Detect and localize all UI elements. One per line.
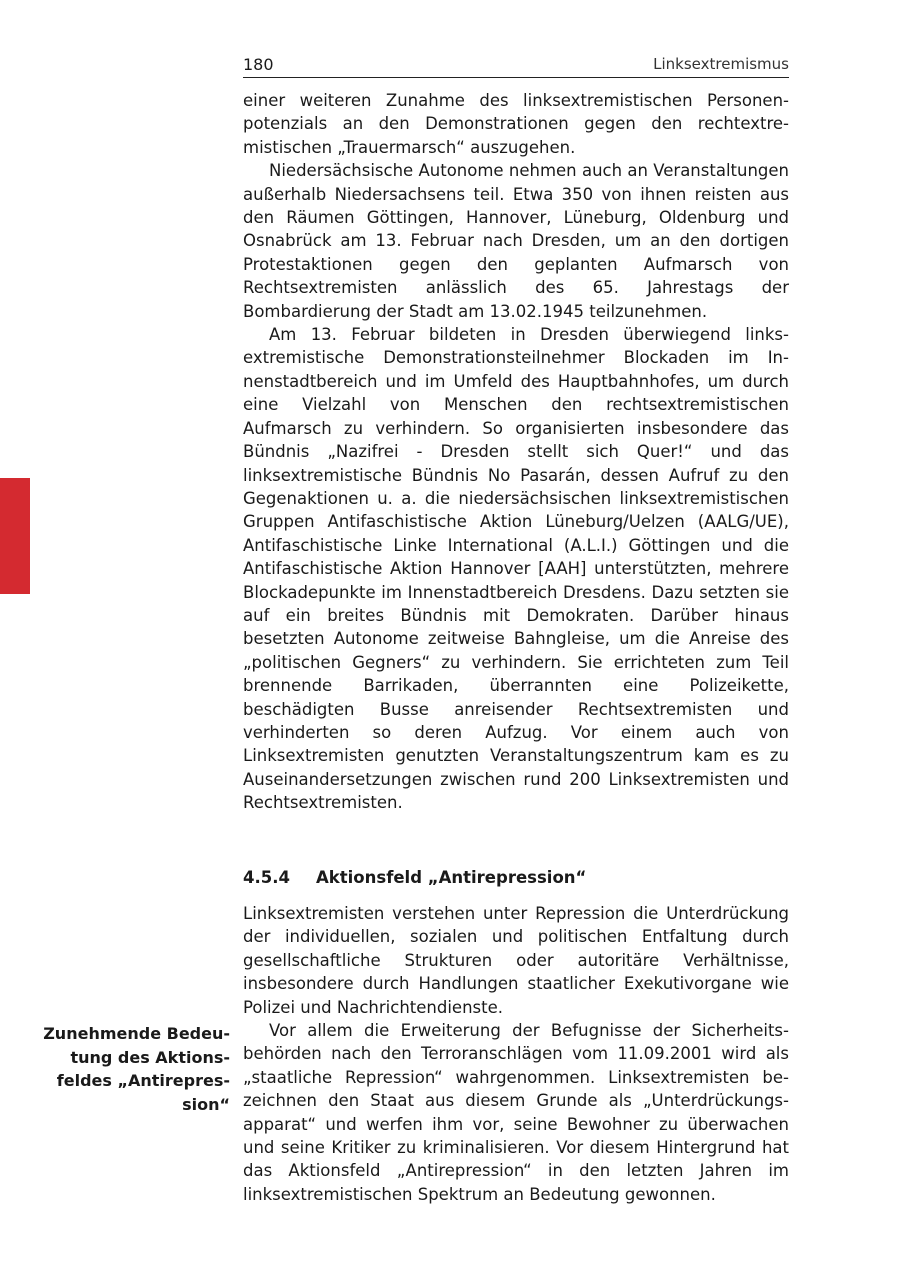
section-color-tab [0,478,30,594]
section-heading [243,866,789,890]
body-text-top [243,89,789,815]
section-number: 4.5.4 [243,868,290,887]
body-text-bottom [243,902,789,1206]
section-title: Aktionsfeld „Antirepression“ [316,868,587,887]
paragraph: Am 13. Februar bildeten in Dresden überwiegend linksextremistische Demonstrationsteilnehmer Blockaden im Innenstadtbereich und im Umfeld des Hauptbahnhofes, um durch eine Vielzahl von Menschen den rechtsextremistischen Aufmarsch zu verhindern. So organisierten insbesondere das Bündnis „Nazifrei - Dresden stellt sich Quer!“ und das linksextremistische Bündnis No Pasarán, dessen Aufruf zu den Gegenaktionen u. a. die niedersächsischen linksextremistischen Gruppen Antifaschistische Aktion Lüneburg/Uelzen (AALG/UE), Antifaschistische Linke International (A.L.I.) Göttingen und die Antifaschistische Aktion Hannover [AAH] unterstützten, mehrere Blockadepunkte im Innenstadtbereich Dresdens. Dazu setzten sie auf ein breites Bündnis mit Demokraten. Darüber hinaus besetzten Autonome zeitweise Bahngleise, um die Anreise des „politischen Gegners“ zu verhindern. Sie errichteten zum Teil brennende Barrikaden, überrannten eine Polizeikette, beschädigten Busse anreisender Rechtsextremisten und verhinderten so deren Aufzug. Vor einem auch von Linksextremisten genutzten Veranstaltungszentrum kam es zu Auseinandersetzungen zwischen rund 200 Linksextremisten und Rechtsextremisten. [243,325,789,813]
running-title: Linksextremismus [653,55,789,73]
paragraph: Niedersächsische Autonome nehmen auch an Veranstaltungen außerhalb Niedersachsens teil. Etwa 350 von ihnen reisten aus den Räumen Göttingen, Hannover, Lüneburg, Oldenburg und Osnabrück am 13. Februar nach Dresden, um an den dortigen Protestaktionen gegen den geplanten Aufmarsch von Rechtsextremisten anlässlich des 65. Jahrestags der Bombardierung der Stadt am 13.02.1945 teilzunehmen. [243,161,789,321]
page-header [243,53,789,78]
paragraph: einer weiteren Zunahme des linksextremistischen Personenpotenzials an den Demonstrationen gegen den rechtextremistischen „Trauermarsch“ auszugehen. [243,91,789,157]
paragraph: Linksextremisten verstehen unter Repression die Unterdrückung der individuellen, sozialen und politischen Entfaltung durch gesellschaftliche Strukturen oder autoritäre Verhältnisse, insbesondere durch Handlungen staatlicher Exekutivorgane wie Polizei und Nachrichtendienste. [243,904,789,1017]
margin-note: Zunehmende Bedeutung des Aktionsfeldes „Antirepression“ [43,1024,230,1114]
page-number: 180 [243,55,274,74]
paragraph: Vor allem die Erweiterung der Befugnisse der Sicherheitsbehörden nach den Terroranschlägen vom 11.09.2001 wird als „staatliche Repression“ wahrgenommen. Linksextremisten bezeichnen den Staat aus diesem Grunde als „Unterdrückungsapparat“ und werfen ihm vor, seine Bewohner zu überwachen und seine Kritiker zu kriminalisieren. Vor diesem Hintergrund hat das Aktionsfeld „Antirepression“ in den letzten Jahren im linksextremistischen Spektrum an Bedeutung gewonnen. [243,1021,789,1204]
